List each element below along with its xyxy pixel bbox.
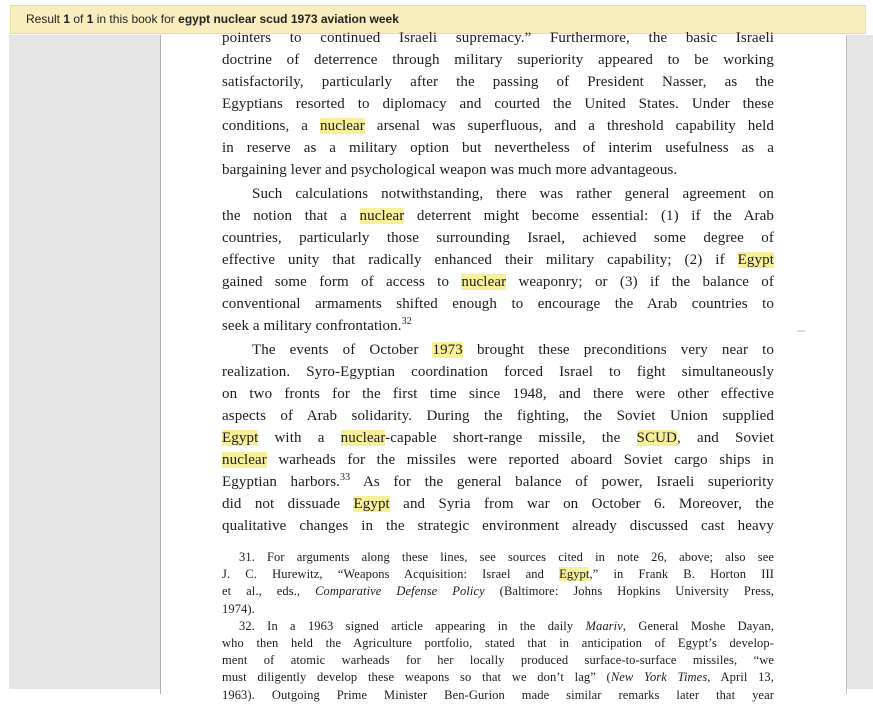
footnote-reference: 33 [340, 472, 351, 483]
text-segment: satisfactorily, particularly after the passing of President Nasser, as the [222, 74, 774, 90]
banner-segment: Result [26, 12, 64, 26]
text-line [222, 205, 774, 227]
text-segment: 31. For arguments along these lines, see sources cited in note 26, above; also see [239, 550, 774, 564]
text-segment: Comparative Defense Policy [315, 584, 485, 599]
text-segment: Such calculations notwithstanding, there was rather general agreement on [252, 186, 774, 202]
reader-background-left [9, 35, 160, 689]
text-segment: 1974). [222, 601, 255, 616]
banner-bold-segment: egypt nuclear scud 1973 aviation week [178, 12, 399, 26]
paragraph [222, 549, 774, 618]
text-line [222, 515, 774, 537]
banner-segment: in this book for [93, 12, 179, 26]
text-line [222, 493, 774, 515]
text-line [222, 566, 774, 583]
footnotes-text [222, 549, 774, 704]
text-line [222, 669, 774, 686]
search-highlight: nuclear [359, 208, 405, 224]
banner-bold-segment: 1 [86, 12, 94, 26]
search-highlight: nuclear [340, 430, 386, 446]
text-segment: As for the general balance of power, Israeli superiority [350, 474, 775, 490]
text-segment: 32. In a 1963 signed article appearing in the daily [239, 618, 586, 633]
banner-bold-segment: 1 [63, 12, 71, 26]
paragraph [222, 618, 774, 704]
text-line [222, 549, 774, 566]
search-result-banner-text [26, 12, 399, 26]
text-line [222, 427, 774, 449]
text-segment: effective unity that radically enhanced their military capability; (2) if [222, 252, 738, 268]
book-page-scan [160, 30, 847, 702]
search-highlight: Egypt [222, 430, 259, 446]
text-segment: qualitative changes in the strategic environment already discussed cast heavy [222, 518, 774, 534]
text-segment: J. C. Hurewitz, “Weapons Acquisition: Israel and [222, 567, 560, 582]
text-segment: conventional armaments shifted enough to encourage the Arab countries to [222, 296, 774, 312]
text-segment: conditions, a [222, 118, 321, 134]
text-segment: , April 13, [707, 670, 775, 685]
text-segment: must diligently develop these weapons so that we don’t lag” ( [222, 670, 611, 685]
search-highlight: Egypt [353, 496, 390, 512]
text-segment: warheads for the missiles were reported aboard Soviet cargo ships in [266, 452, 774, 468]
search-highlight: nuclear [222, 452, 267, 468]
text-segment: seek a military confrontation. [222, 318, 402, 334]
text-segment: The events of October [252, 342, 433, 358]
text-line [222, 652, 774, 669]
text-line [222, 293, 774, 315]
text-line [222, 227, 774, 249]
text-segment: ,” in Frank B. Horton III [589, 567, 774, 582]
text-segment: gained some form of access to [222, 274, 462, 290]
reader-background-right [847, 35, 873, 689]
text-line [222, 471, 774, 493]
text-segment: on two fronts for the first time since 1948, and there were other effective [222, 386, 774, 402]
text-line [222, 339, 774, 361]
text-line [222, 449, 774, 471]
text-line [222, 583, 774, 600]
search-highlight: Egypt [737, 252, 774, 268]
banner-segment: of [70, 12, 87, 26]
paragraph [222, 339, 774, 537]
text-line [222, 405, 774, 427]
text-segment: doctrine of deterrence through military superiority appeared to be working [222, 52, 774, 68]
text-segment: deterrent might become essential: (1) if the Arab [404, 208, 774, 224]
text-segment: , and Soviet [676, 430, 774, 446]
text-line [222, 71, 774, 93]
footnote-reference: 32 [401, 316, 412, 327]
search-highlight: nuclear [320, 118, 365, 134]
text-segment: in reserve as a military option but nevertheless of interim usefulness as a [222, 140, 774, 156]
text-line [222, 249, 774, 271]
text-segment: brought these preconditions very near to [462, 342, 774, 358]
text-segment: the notion that a [222, 208, 360, 224]
search-highlight: SCUD [636, 430, 677, 446]
text-segment: who then held the Agriculture portfolio, stated that in anticipation of Egypt’s develop- [222, 636, 774, 651]
text-line [222, 27, 774, 49]
text-line [222, 49, 774, 71]
text-segment: , General Moshe Dayan, [622, 618, 774, 633]
text-line [222, 115, 774, 137]
text-segment: Egyptians resorted to diplomacy and courted the United States. Under these [222, 96, 774, 112]
text-line [222, 93, 774, 115]
text-segment: weaponry; or (3) if the balance of [506, 274, 775, 290]
text-segment: arsenal was superfluous, and a threshold capability held [364, 118, 774, 134]
text-line [222, 137, 774, 159]
text-segment: with a [258, 430, 341, 446]
text-line [222, 183, 774, 205]
text-line [222, 271, 774, 293]
text-line [222, 383, 774, 405]
paragraph [222, 183, 774, 337]
text-segment: -capable short-range missile, the [385, 430, 637, 446]
body-text [222, 27, 774, 537]
text-segment: New York Times [610, 670, 708, 685]
scan-artifact [797, 330, 805, 332]
text-segment: et al., eds., [222, 584, 316, 599]
text-line [222, 601, 774, 618]
text-segment: pointers to continued Israeli supremacy.” Furthermore, the basic Israeli [222, 30, 774, 46]
text-segment: aspects of Arab solidarity. During the fighting, the Soviet Union supplied [222, 408, 774, 424]
text-segment: and Syria from war on October 6. Moreover, the [389, 496, 775, 512]
text-segment: Maariv [585, 618, 623, 633]
text-segment: bargaining lever and psychological weapon was much more advantageous. [222, 162, 678, 178]
text-segment: realization. Syro-Egyptian coordination forced Israel to fight simultaneously [222, 364, 774, 380]
text-segment: did not dissuade [222, 496, 354, 512]
text-line [222, 361, 774, 383]
text-segment: 1963). Outgoing Prime Minister Ben-Gurion made similar remarks later that year [222, 687, 774, 702]
text-line [222, 687, 774, 704]
text-line [222, 159, 774, 181]
text-segment: (Baltimore: Johns Hopkins University Press, [484, 584, 775, 599]
paragraph [222, 27, 774, 181]
text-line [222, 635, 774, 652]
text-segment: ment of atomic warheads for her locally produced surface-to-surface missiles, “we [222, 653, 774, 668]
search-highlight: nuclear [461, 274, 507, 290]
search-highlight: 1973 [432, 342, 463, 358]
text-line [222, 315, 774, 337]
text-segment: countries, particularly those surrounding Israel, achieved some degree of [222, 230, 774, 246]
text-segment: Egyptian harbors. [222, 474, 341, 490]
search-highlight: Egypt [559, 567, 590, 582]
text-line [222, 618, 774, 635]
